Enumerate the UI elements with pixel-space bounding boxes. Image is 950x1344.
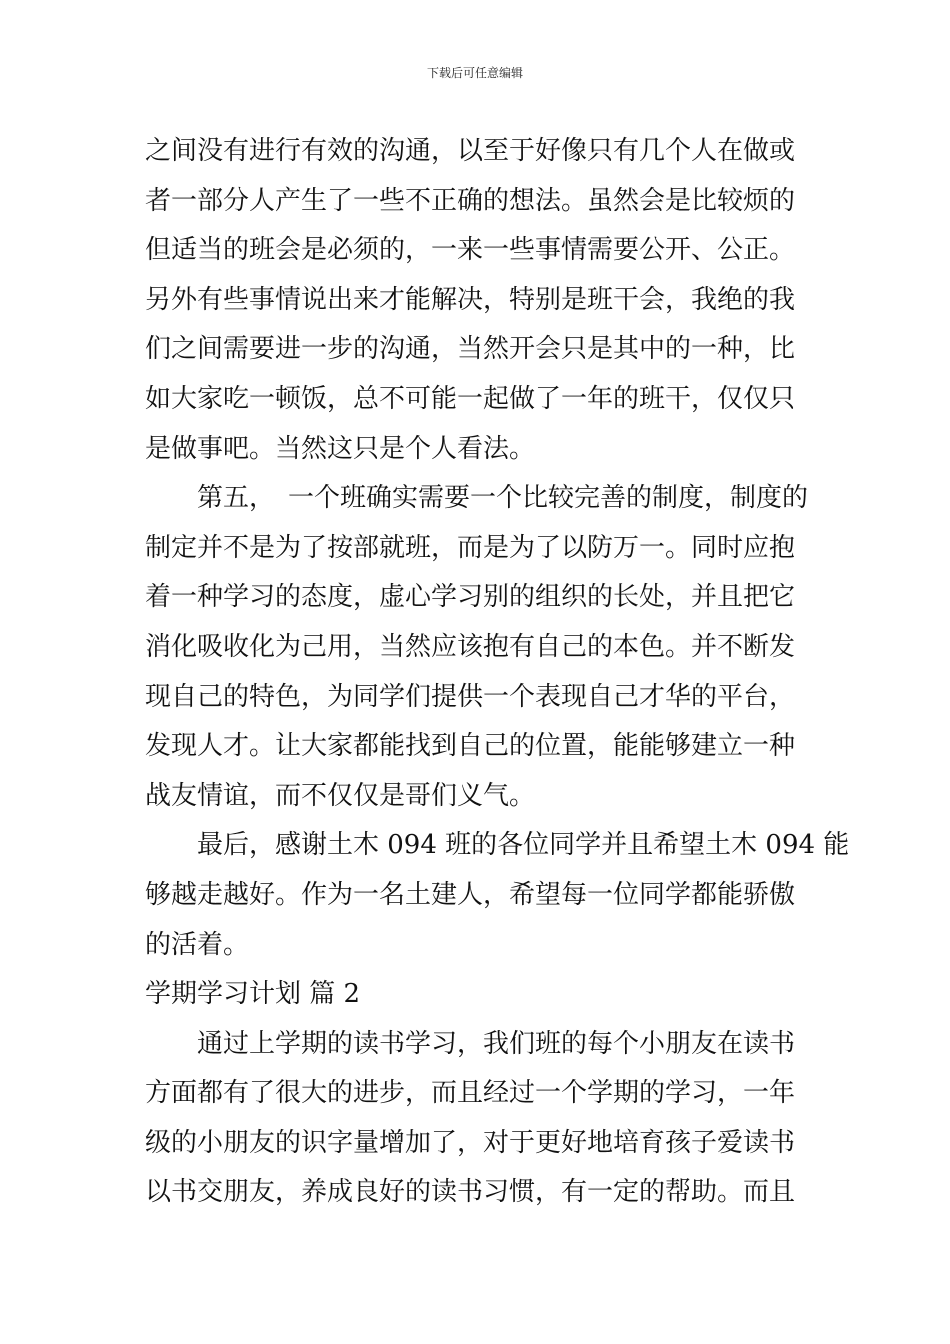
page-header: 下载后可任意编辑	[426, 66, 523, 80]
paragraph-first-line: 第五， 一个班确实需要一个比较完善的制度，制度的	[197, 483, 809, 514]
text-line: 者一部分人产生了一些不正确的想法。虽然会是比较烦的	[145, 185, 796, 216]
text-line: 够越走越好。作为一名土建人，希望每一位同学都能骄傲	[145, 879, 796, 910]
text-line: 但适当的班会是必须的，一来一些事情需要公开、公正。	[145, 235, 796, 266]
paragraph-first-line: 最后，感谢土木 094 班的各位同学并且希望土木 094 能	[197, 830, 850, 861]
text-line: 们之间需要进一步的沟通，当然开会只是其中的一种，比	[145, 334, 796, 365]
text-line: 之间没有进行有效的沟通，以至于好像只有几个人在做或	[145, 136, 796, 166]
paragraph-first-line: 通过上学期的读书学习，我们班的每个小朋友在读书	[197, 1028, 796, 1059]
text-line: 另外有些事情说出来才能解决，特别是班干会，我绝的我	[145, 284, 796, 315]
text-line: 着一种学习的态度，虚心学习别的组织的长处，并且把它	[145, 582, 796, 613]
text-line: 方面都有了很大的进步，而且经过一个学期的学习，一年	[145, 1078, 796, 1109]
text-line: 发现人才。让大家都能找到自己的位置，能能够建立一种	[145, 731, 796, 762]
body-text	[145, 127, 850, 1218]
text-line: 以书交朋友，养成良好的读书习惯，有一定的帮助。而且	[145, 1177, 796, 1208]
text-line: 的活着。	[145, 929, 250, 960]
section-heading: 学期学习计划 篇 2	[145, 979, 361, 1010]
text-line: 制定并不是为了按部就班，而是为了以防万一。同时应抱	[145, 532, 796, 563]
text-line: 级的小朋友的识字量增加了，对于更好地培育孩子爱读书	[145, 1127, 796, 1158]
text-line: 现自己的特色，为同学们提供一个表现自己才华的平台，	[145, 681, 796, 712]
text-line: 战友情谊，而不仅仅是哥们义气。	[145, 780, 536, 811]
text-line: 是做事吧。当然这只是个人看法。	[145, 433, 536, 464]
text-line: 如大家吃一顿饭，总不可能一起做了一年的班干，仅仅只	[145, 383, 796, 414]
text-line: 消化吸收化为己用，当然应该抱有自己的本色。并不断发	[145, 631, 796, 662]
